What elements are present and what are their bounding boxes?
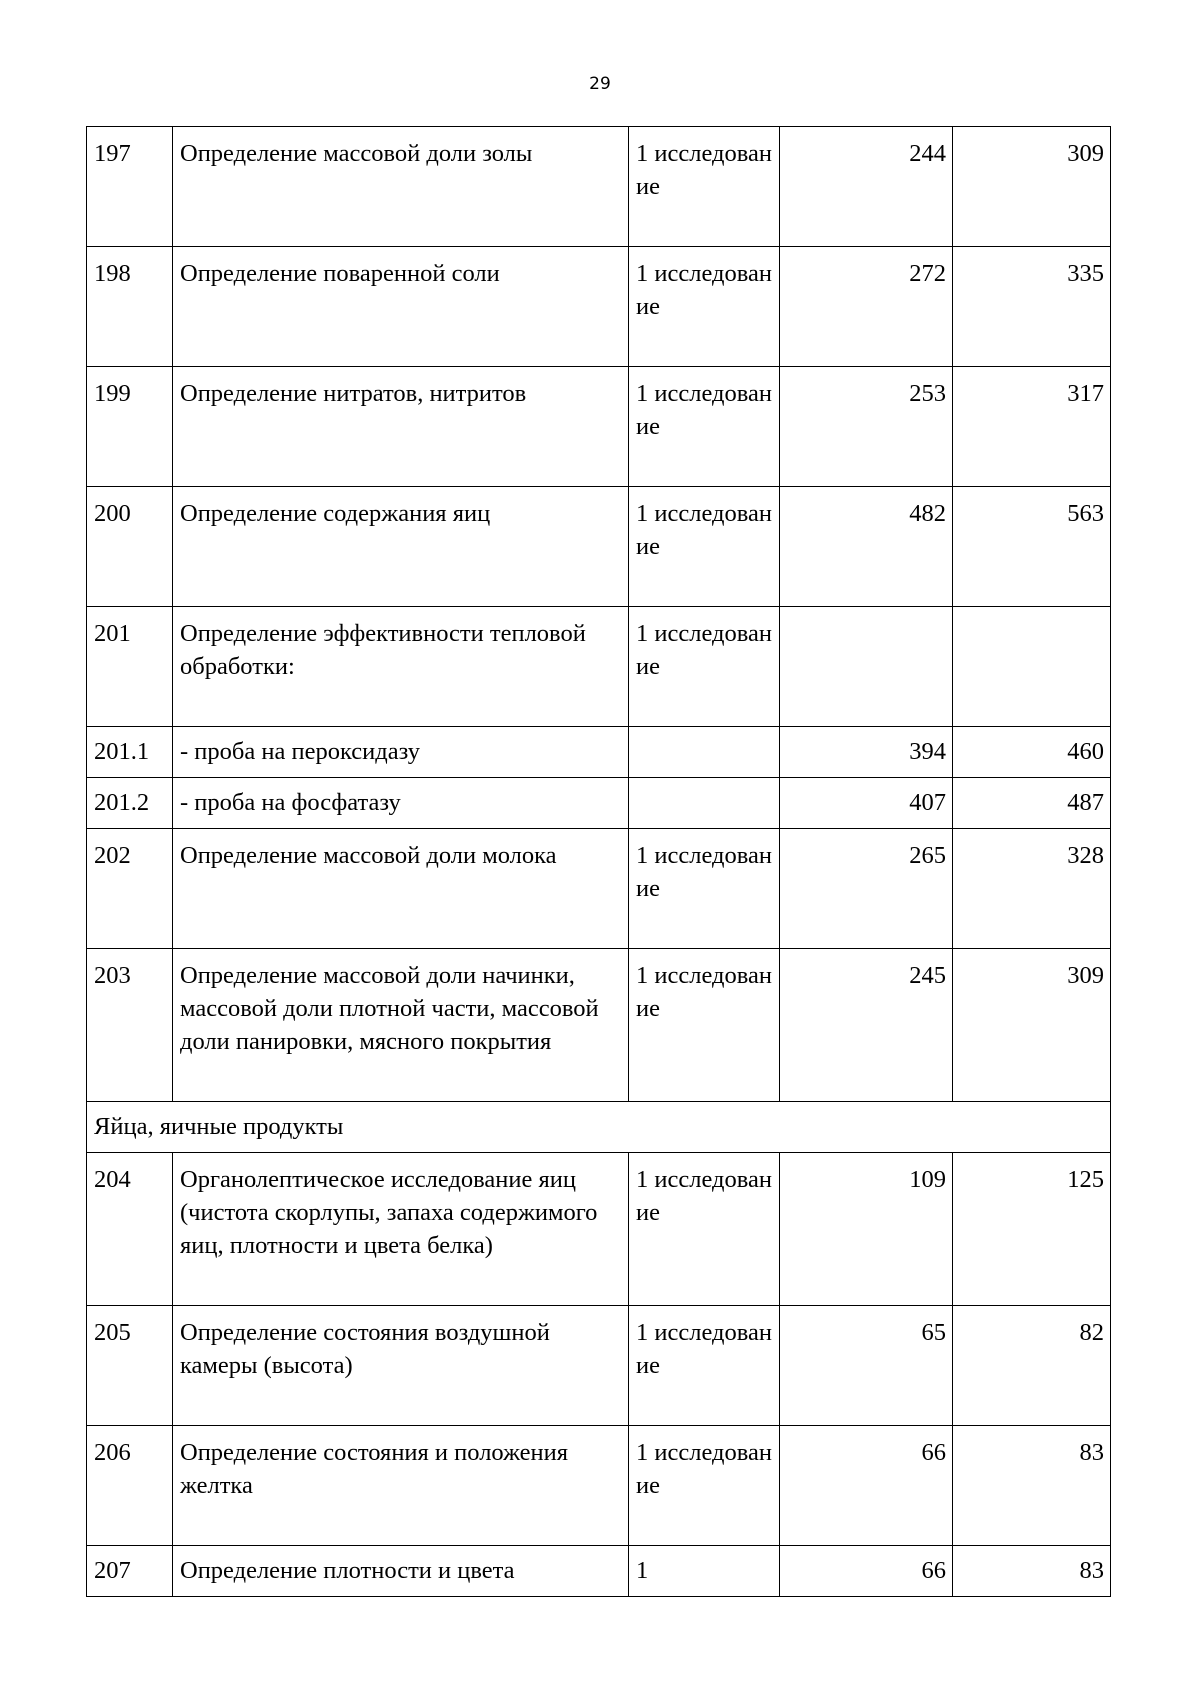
page-number: 29 <box>589 74 611 94</box>
service-name-cell: Определение поваренной соли <box>173 247 629 367</box>
price-cell: 460 <box>953 727 1111 778</box>
row-number-cell: 203 <box>87 949 173 1102</box>
price-table <box>86 126 1111 1597</box>
table-body <box>87 127 1111 1597</box>
row-number-cell: 201.1 <box>87 727 173 778</box>
row-number-cell: 206 <box>87 1426 173 1546</box>
row-number-cell: 205 <box>87 1306 173 1426</box>
unit-cell <box>629 727 780 778</box>
table-row <box>87 367 1111 487</box>
unit-cell: 1 исследование <box>629 487 780 607</box>
unit-cell: 1 исследование <box>629 367 780 487</box>
price-cell: 66 <box>780 1426 953 1546</box>
row-number-cell: 201 <box>87 607 173 727</box>
table-row <box>87 1153 1111 1306</box>
service-name-cell: Органолептическое исследование яиц (чистота скорлупы, запаха содержимого яиц, плотности и цвета белка) <box>173 1153 629 1306</box>
row-number-cell: 202 <box>87 829 173 949</box>
service-name-cell: Определение состояния и положения желтка <box>173 1426 629 1546</box>
price-cell: 309 <box>953 949 1111 1102</box>
section-row <box>87 1102 1111 1153</box>
table-row <box>87 607 1111 727</box>
price-cell: 487 <box>953 778 1111 829</box>
service-name-cell: Определение плотности и цвета <box>173 1546 629 1597</box>
unit-cell: 1 исследование <box>629 949 780 1102</box>
service-name-cell: Определение нитратов, нитритов <box>173 367 629 487</box>
price-cell: 244 <box>780 127 953 247</box>
service-name-cell: Определение состояния воздушной камеры (высота) <box>173 1306 629 1426</box>
row-number-cell: 197 <box>87 127 173 247</box>
service-name-cell: Определение содержания яиц <box>173 487 629 607</box>
table-row <box>87 247 1111 367</box>
row-number-cell: 201.2 <box>87 778 173 829</box>
unit-cell: 1 <box>629 1546 780 1597</box>
price-cell <box>953 607 1111 727</box>
unit-cell: 1 исследование <box>629 1426 780 1546</box>
price-cell: 66 <box>780 1546 953 1597</box>
price-cell: 125 <box>953 1153 1111 1306</box>
service-name-cell: Определение массовой доли молока <box>173 829 629 949</box>
unit-cell <box>629 778 780 829</box>
price-cell: 272 <box>780 247 953 367</box>
service-name-cell: Определение массовой доли золы <box>173 127 629 247</box>
row-number-cell: 200 <box>87 487 173 607</box>
row-number-cell: 198 <box>87 247 173 367</box>
table-row <box>87 127 1111 247</box>
price-cell: 328 <box>953 829 1111 949</box>
price-cell: 407 <box>780 778 953 829</box>
table-row <box>87 1546 1111 1597</box>
table-row <box>87 1306 1111 1426</box>
price-cell: 482 <box>780 487 953 607</box>
service-name-cell: Определение массовой доли начинки, массовой доли плотной части, массовой доли панировки, мясного покрытия <box>173 949 629 1102</box>
price-cell: 309 <box>953 127 1111 247</box>
unit-cell: 1 исследование <box>629 247 780 367</box>
unit-cell: 1 исследование <box>629 1153 780 1306</box>
unit-cell: 1 исследование <box>629 1306 780 1426</box>
price-cell: 394 <box>780 727 953 778</box>
table-row <box>87 949 1111 1102</box>
price-cell: 563 <box>953 487 1111 607</box>
unit-cell: 1 исследование <box>629 607 780 727</box>
service-name-cell: - проба на пероксидазу <box>173 727 629 778</box>
price-cell: 245 <box>780 949 953 1102</box>
unit-cell: 1 исследование <box>629 829 780 949</box>
table-row <box>87 778 1111 829</box>
price-cell: 253 <box>780 367 953 487</box>
service-name-cell: Определение эффективности тепловой обработки: <box>173 607 629 727</box>
price-cell: 109 <box>780 1153 953 1306</box>
price-cell: 82 <box>953 1306 1111 1426</box>
price-cell: 83 <box>953 1426 1111 1546</box>
service-name-cell: - проба на фосфатазу <box>173 778 629 829</box>
price-cell <box>780 607 953 727</box>
price-cell: 65 <box>780 1306 953 1426</box>
price-cell: 265 <box>780 829 953 949</box>
table-row <box>87 829 1111 949</box>
section-title: Яйца, яичные продукты <box>87 1102 1111 1153</box>
price-cell: 317 <box>953 367 1111 487</box>
row-number-cell: 204 <box>87 1153 173 1306</box>
row-number-cell: 199 <box>87 367 173 487</box>
row-number-cell: 207 <box>87 1546 173 1597</box>
unit-cell: 1 исследование <box>629 127 780 247</box>
table-row <box>87 727 1111 778</box>
price-cell: 335 <box>953 247 1111 367</box>
table-row <box>87 487 1111 607</box>
price-cell: 83 <box>953 1546 1111 1597</box>
table-row <box>87 1426 1111 1546</box>
